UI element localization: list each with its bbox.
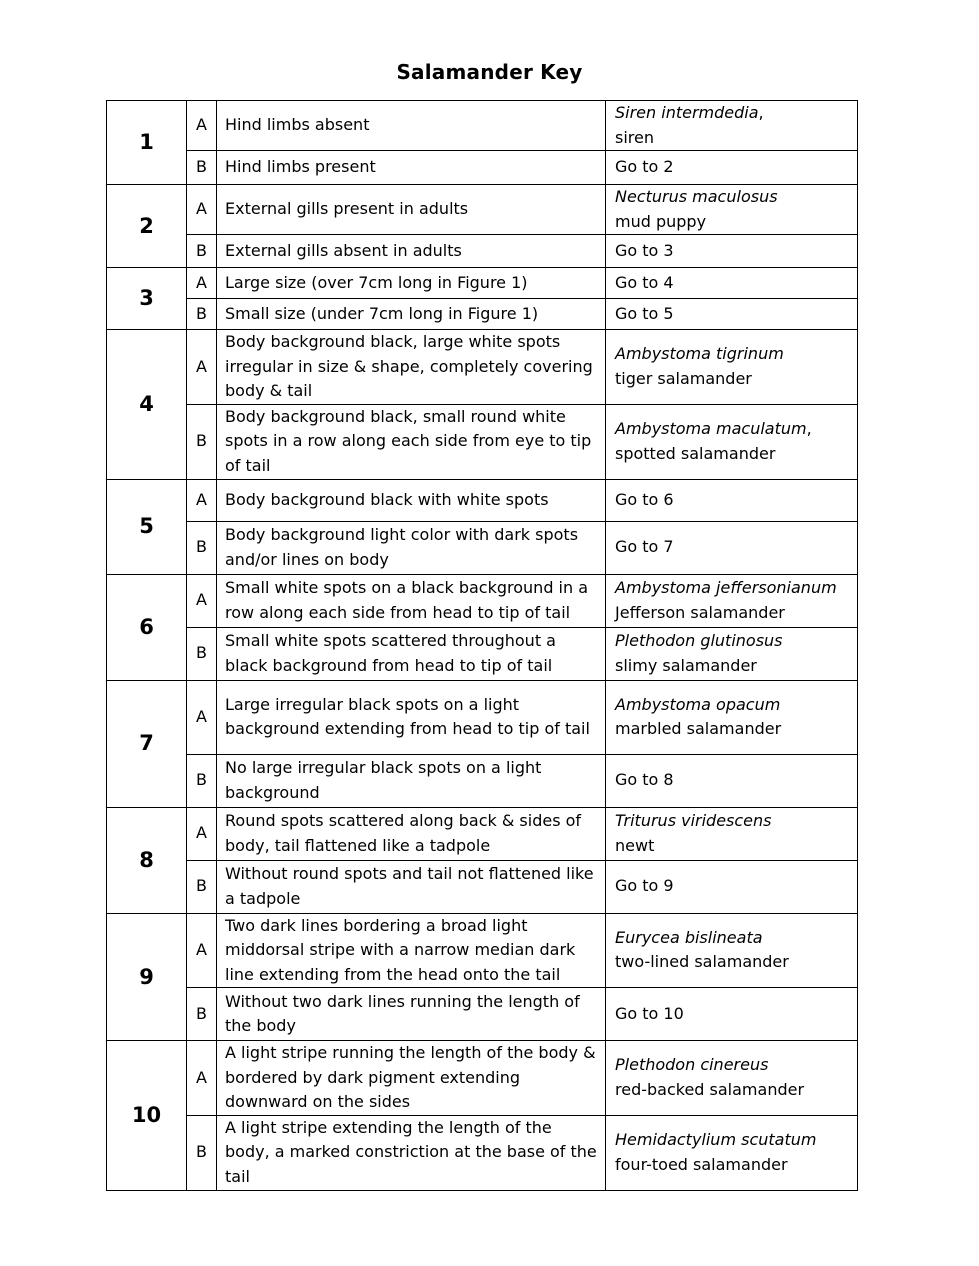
option-result [606, 574, 858, 627]
option-description: Large irregular black spots on a light background extending from head to tip of tail [217, 680, 606, 754]
couplet-number: 1 [107, 101, 187, 185]
option-description: Small white spots on a black background in a row along each side from head to tip of tail [217, 574, 606, 627]
option-letter: A [187, 479, 217, 521]
option-result: Go to 8 [606, 754, 858, 807]
table-row [107, 151, 858, 185]
option-result [606, 1115, 858, 1190]
option-letter: A [187, 913, 217, 988]
table-row [107, 330, 858, 405]
table-row [107, 574, 858, 627]
option-letter: A [187, 101, 217, 151]
option-letter: B [187, 151, 217, 185]
couplet-number: 10 [107, 1041, 187, 1191]
common-name: siren [615, 127, 654, 147]
option-letter: B [187, 988, 217, 1041]
scientific-name: Necturus maculosus [615, 187, 778, 206]
option-result [606, 627, 858, 680]
option-letter: B [187, 1115, 217, 1190]
table-row [107, 1115, 858, 1190]
table-row [107, 627, 858, 680]
option-result: Go to 5 [606, 299, 858, 330]
option-description: A light stripe extending the length of the body, a marked constriction at the base of the tail [217, 1115, 606, 1190]
option-description: Without round spots and tail not flattened like a tadpole [217, 860, 606, 913]
couplet-number: 5 [107, 479, 187, 574]
option-letter: B [187, 521, 217, 574]
table-row [107, 988, 858, 1041]
option-description: Without two dark lines running the length of the body [217, 988, 606, 1041]
option-description: A light stripe running the length of the body & bordered by dark pigment extending downward on the sides [217, 1041, 606, 1116]
scientific-name-suffix: , [758, 103, 764, 122]
option-description: Small size (under 7cm long in Figure 1) [217, 299, 606, 330]
table-row [107, 860, 858, 913]
scientific-name: Hemidactylium scutatum [615, 1130, 817, 1149]
common-name: slimy salamander [615, 655, 757, 675]
option-letter: A [187, 330, 217, 405]
option-result: Go to 6 [606, 479, 858, 521]
table-row [107, 185, 858, 235]
option-description: Small white spots scattered throughout a black background from head to tip of tail [217, 627, 606, 680]
option-description: Body background black, large white spots irregular in size & shape, completely covering body & tail [217, 330, 606, 405]
option-description: No large irregular black spots on a light background [217, 754, 606, 807]
option-letter: A [187, 807, 217, 860]
option-letter: B [187, 404, 217, 479]
common-name: mud puppy [615, 211, 707, 231]
option-letter: B [187, 299, 217, 330]
option-letter: A [187, 1041, 217, 1116]
common-name: tiger salamander [615, 368, 752, 388]
scientific-name: Ambystoma opacum [615, 694, 781, 714]
common-name: two-lined salamander [615, 952, 789, 972]
table-row [107, 521, 858, 574]
option-letter: B [187, 860, 217, 913]
table-row [107, 268, 858, 299]
option-description: Body background light color with dark spots and/or lines on body [217, 521, 606, 574]
couplet-number: 2 [107, 185, 187, 268]
option-result: Go to 2 [606, 151, 858, 185]
couplet-number: 4 [107, 330, 187, 480]
option-result [606, 807, 858, 860]
option-result [606, 330, 858, 405]
option-result [606, 185, 858, 235]
option-result [606, 404, 858, 479]
option-result [606, 1041, 858, 1116]
option-result [606, 680, 858, 754]
couplet-number: 9 [107, 913, 187, 1041]
common-name: spotted salamander [615, 443, 776, 463]
scientific-name: Ambystoma maculatum [615, 419, 807, 438]
common-name: red-backed salamander [615, 1079, 805, 1099]
option-letter: A [187, 574, 217, 627]
table-row [107, 680, 858, 754]
couplet-number: 3 [107, 268, 187, 330]
option-letter: B [187, 754, 217, 807]
couplet-number: 8 [107, 807, 187, 913]
option-letter: A [187, 185, 217, 235]
option-description: Large size (over 7cm long in Figure 1) [217, 268, 606, 299]
table-row [107, 404, 858, 479]
option-description: Body background black, small round white spots in a row along each side from eye to tip of tail [217, 404, 606, 479]
common-name: newt [615, 835, 655, 855]
common-name: marbled salamander [615, 719, 782, 738]
option-result [606, 101, 858, 151]
scientific-name: Plethodon glutinosus [615, 631, 783, 650]
table-row [107, 1041, 858, 1116]
common-name: Jefferson salamander [615, 602, 785, 622]
option-description: External gills present in adults [217, 185, 606, 235]
scientific-name: Plethodon cinereus [615, 1055, 769, 1075]
scientific-name-suffix: , [806, 419, 812, 438]
option-result: Go to 4 [606, 268, 858, 299]
scientific-name: Ambystoma jeffersonianum [615, 578, 837, 597]
option-description: Body background black with white spots [217, 479, 606, 521]
page-title: Salamander Key [396, 60, 583, 84]
table-row [107, 101, 858, 151]
option-result: Go to 7 [606, 521, 858, 574]
option-description: Hind limbs present [217, 151, 606, 185]
option-result [606, 913, 858, 988]
option-description: Hind limbs absent [217, 101, 606, 151]
scientific-name: Triturus viridescens [615, 811, 772, 830]
common-name: four-toed salamander [615, 1154, 788, 1174]
scientific-name: Siren intermdedia [615, 103, 759, 122]
salamander-key-table [106, 100, 858, 1191]
option-result: Go to 3 [606, 235, 858, 268]
table-row [107, 299, 858, 330]
option-letter: B [187, 235, 217, 268]
option-description: External gills absent in adults [217, 235, 606, 268]
option-letter: A [187, 268, 217, 299]
option-description: Round spots scattered along back & sides of body, tail flattened like a tadpole [217, 807, 606, 860]
option-letter: A [187, 680, 217, 754]
option-letter: B [187, 627, 217, 680]
couplet-number: 7 [107, 680, 187, 807]
table-row [107, 913, 858, 988]
option-description: Two dark lines bordering a broad light middorsal stripe with a narrow median dark line extending from the head onto the tail [217, 913, 606, 988]
table-row [107, 235, 858, 268]
couplet-number: 6 [107, 574, 187, 680]
option-result: Go to 10 [606, 988, 858, 1041]
table-row [107, 807, 858, 860]
table-row [107, 754, 858, 807]
table-row [107, 479, 858, 521]
scientific-name: Eurycea bislineata [615, 927, 763, 947]
scientific-name: Ambystoma tigrinum [615, 344, 784, 364]
option-result: Go to 9 [606, 860, 858, 913]
